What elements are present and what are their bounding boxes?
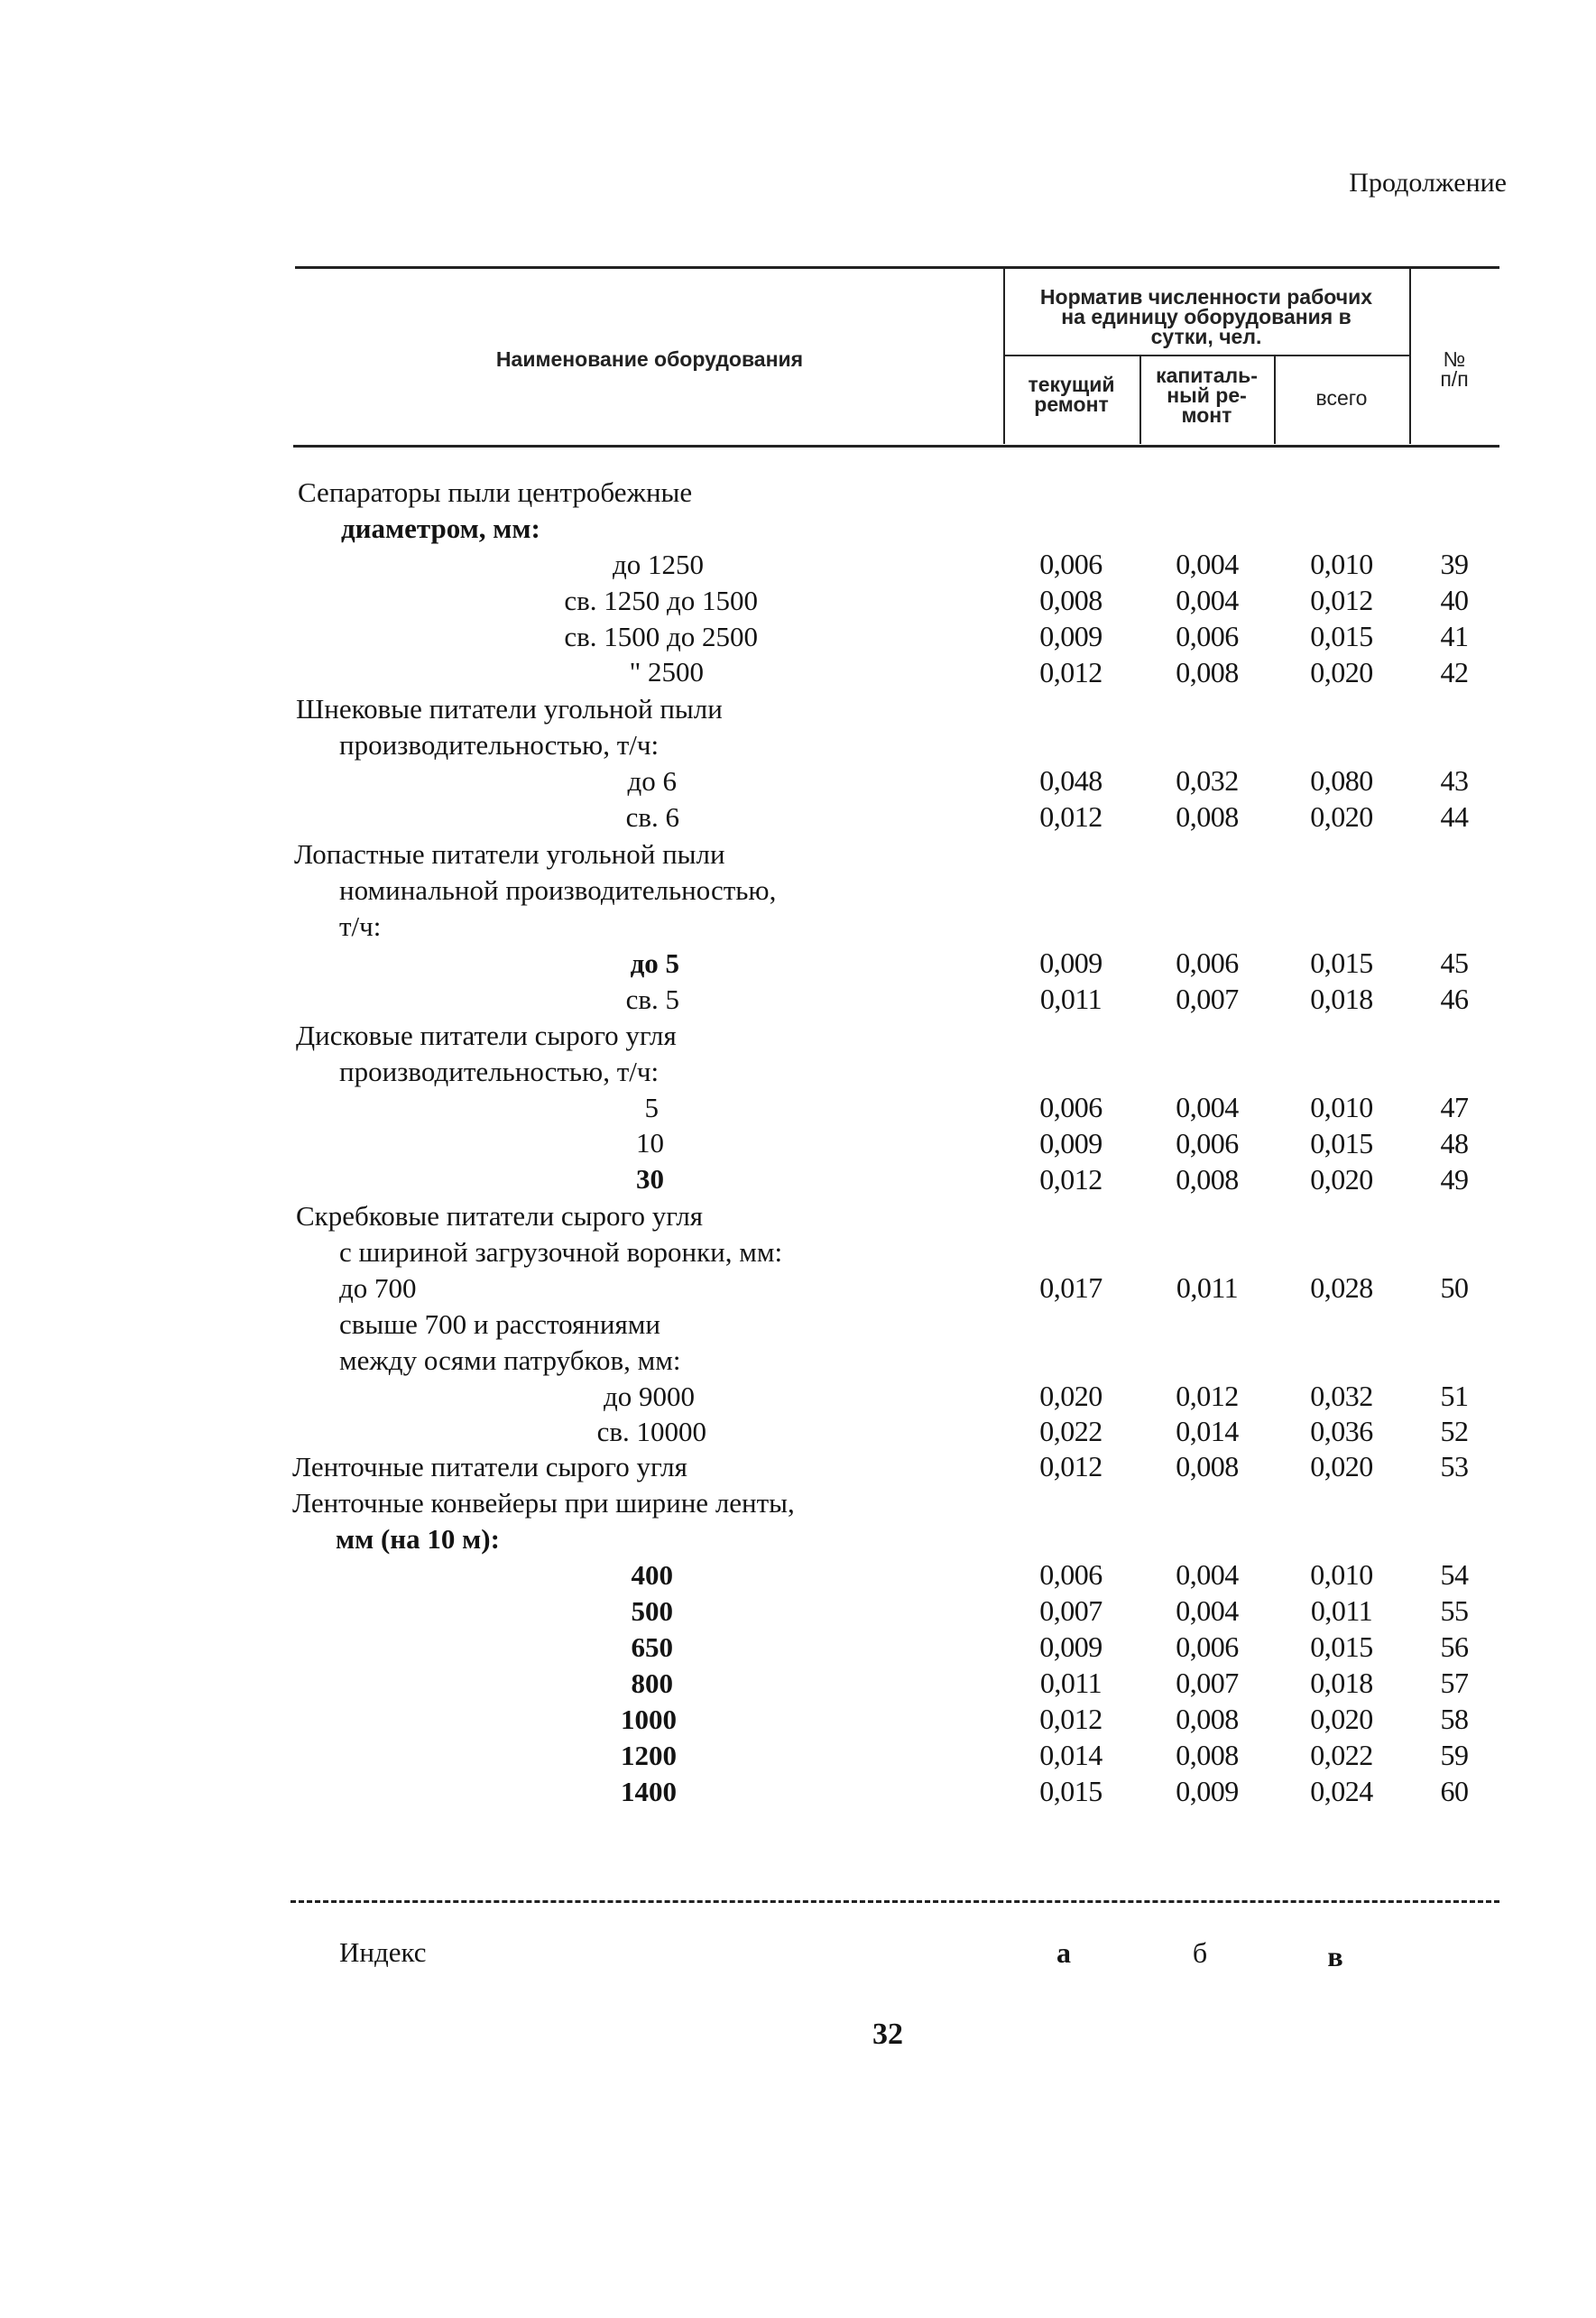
row-label: 5	[644, 1092, 659, 1123]
row-label: диаметром, мм:	[341, 513, 540, 544]
cell-current: 0,011	[1039, 983, 1102, 1015]
row-label: номинальной производительностью,	[339, 874, 777, 906]
cell-current: 0,017	[1039, 1271, 1102, 1304]
cell-total: 0,015	[1310, 947, 1373, 979]
row-label: Скребковые питатели сырого угля	[296, 1200, 704, 1232]
header-equipment-name: Наименование оборудования	[495, 347, 804, 371]
cell-current: 0,012	[1039, 1450, 1102, 1482]
cell-total: 0,020	[1310, 1703, 1373, 1735]
row-label: 400	[631, 1559, 673, 1591]
table-bottom-rule	[291, 1900, 1499, 1903]
cell-number: 43	[1440, 764, 1469, 797]
row-label: 10	[636, 1127, 664, 1159]
cell-number: 55	[1440, 1594, 1469, 1627]
cell-number: 59	[1440, 1739, 1469, 1771]
row-label: Дисковые питатели сырого угля	[296, 1020, 677, 1051]
cell-total: 0,015	[1310, 620, 1373, 652]
row-label: св. 6	[625, 801, 679, 833]
row-label: с шириной загрузочной воронки, мм:	[339, 1236, 783, 1268]
cell-current: 0,012	[1039, 1703, 1102, 1735]
cell-number: 45	[1440, 947, 1469, 979]
cell-total: 0,010	[1310, 1558, 1373, 1591]
row-label: производительностью, т/ч:	[339, 729, 660, 761]
cell-current: 0,007	[1039, 1594, 1102, 1627]
cell-total: 0,024	[1310, 1775, 1373, 1807]
cell-capital: 0,006	[1176, 1630, 1239, 1663]
cell-capital: 0,004	[1176, 584, 1239, 616]
row-label: св. 1500 до 2500	[564, 621, 758, 652]
cell-capital: 0,008	[1176, 1163, 1239, 1196]
page-number: 32	[872, 2018, 903, 2051]
row-label: св. 1250 до 1500	[564, 585, 758, 616]
cell-number: 48	[1440, 1127, 1469, 1159]
header-current-repair: текущий ремонт	[1028, 373, 1115, 416]
cell-capital: 0,007	[1176, 1667, 1239, 1699]
cell-current: 0,048	[1039, 764, 1102, 797]
cell-number: 41	[1440, 620, 1469, 652]
row-label: Ленточные конвейеры при ширине ленты,	[292, 1487, 795, 1519]
index-label: Индекс	[339, 1936, 427, 1968]
cell-current: 0,012	[1039, 656, 1102, 688]
cell-capital: 0,004	[1176, 1594, 1239, 1627]
row-label: до 1250	[612, 549, 704, 580]
row-label: Лопастные питатели угольной пыли	[294, 838, 725, 870]
cell-number: 53	[1440, 1450, 1469, 1482]
row-label: т/ч:	[339, 910, 382, 942]
cell-total: 0,015	[1310, 1127, 1373, 1159]
cell-current: 0,020	[1039, 1380, 1102, 1412]
row-label: между осями патрубков, мм:	[339, 1344, 681, 1376]
cell-current: 0,009	[1039, 620, 1102, 652]
row-label: 30	[636, 1163, 664, 1195]
header-row-number: № п/п	[1440, 347, 1469, 391]
cell-total: 0,010	[1310, 1091, 1373, 1123]
cell-current: 0,006	[1039, 1558, 1102, 1591]
cell-current: 0,012	[1039, 800, 1102, 833]
row-label: " 2500	[629, 656, 704, 688]
row-label: 650	[631, 1631, 673, 1663]
cell-number: 56	[1440, 1630, 1469, 1663]
cell-number: 40	[1440, 584, 1469, 616]
cell-number: 44	[1440, 800, 1469, 833]
cell-capital: 0,014	[1176, 1415, 1239, 1447]
cell-total: 0,020	[1310, 656, 1373, 688]
row-label: 1400	[621, 1776, 677, 1807]
cell-total: 0,018	[1310, 1667, 1373, 1699]
cell-number: 51	[1440, 1380, 1469, 1412]
cell-capital: 0,008	[1176, 1739, 1239, 1771]
cell-current: 0,022	[1039, 1415, 1102, 1447]
index-capital: б	[1192, 1936, 1208, 1969]
index-total: в	[1327, 1940, 1343, 1972]
row-label: св. 10000	[596, 1416, 706, 1447]
cell-total: 0,020	[1310, 1450, 1373, 1482]
cell-number: 42	[1440, 656, 1469, 688]
cell-capital: 0,009	[1176, 1775, 1239, 1807]
cell-number: 39	[1440, 548, 1469, 580]
cell-capital: 0,011	[1176, 1271, 1239, 1304]
row-label: мм (на 10 м):	[336, 1523, 500, 1555]
row-label: 800	[631, 1667, 673, 1699]
cell-number: 58	[1440, 1703, 1469, 1735]
cell-total: 0,011	[1310, 1594, 1373, 1627]
cell-total: 0,036	[1310, 1415, 1373, 1447]
cell-number: 60	[1440, 1775, 1469, 1807]
cell-capital: 0,004	[1176, 548, 1239, 580]
cell-total: 0,010	[1310, 548, 1373, 580]
cell-current: 0,014	[1039, 1739, 1102, 1771]
cell-total: 0,012	[1310, 584, 1373, 616]
row-label: до 5	[630, 947, 679, 979]
cell-current: 0,009	[1039, 1630, 1102, 1663]
row-label: Сепараторы пыли центробежные	[298, 476, 693, 508]
cell-capital: 0,006	[1176, 947, 1239, 979]
row-label: производительностью, т/ч:	[339, 1056, 660, 1087]
row-label: до 6	[627, 765, 677, 797]
cell-number: 57	[1440, 1667, 1469, 1699]
cell-total: 0,020	[1310, 800, 1373, 833]
cell-current: 0,009	[1039, 1127, 1102, 1159]
cell-capital: 0,004	[1176, 1091, 1239, 1123]
header-capital-repair: капиталь- ный ре- монт	[1156, 364, 1258, 427]
cell-total: 0,032	[1310, 1380, 1373, 1412]
page-header: Продолжение	[1349, 168, 1507, 198]
cell-current: 0,009	[1039, 947, 1102, 979]
row-label: 1200	[621, 1740, 677, 1771]
cell-number: 49	[1440, 1163, 1469, 1196]
cell-capital: 0,008	[1176, 1450, 1239, 1482]
cell-total: 0,028	[1310, 1271, 1373, 1304]
cell-current: 0,006	[1039, 548, 1102, 580]
cell-current: 0,011	[1039, 1667, 1102, 1699]
cell-capital: 0,006	[1176, 1127, 1239, 1159]
cell-capital: 0,008	[1176, 656, 1239, 688]
norm-group-underline	[1003, 355, 1409, 356]
row-label: свыше 700 и расстояниями	[339, 1308, 660, 1340]
header-norm-group: Норматив численности рабочих на единицу оборудования в сутки, чел.	[1039, 285, 1373, 348]
row-label: Шнековые питатели угольной пыли	[296, 693, 723, 725]
row-label: Ленточные питатели сырого угля	[292, 1451, 687, 1482]
cell-current: 0,015	[1039, 1775, 1102, 1807]
cell-capital: 0,007	[1176, 983, 1239, 1015]
row-label: 1000	[621, 1704, 677, 1735]
cell-total: 0,015	[1310, 1630, 1373, 1663]
cell-current: 0,008	[1039, 584, 1102, 616]
cell-number: 54	[1440, 1558, 1469, 1591]
cell-number: 50	[1440, 1271, 1469, 1304]
index-current: а	[1056, 1936, 1071, 1969]
cell-number: 46	[1440, 983, 1469, 1015]
cell-number: 52	[1440, 1415, 1469, 1447]
table-top-rule	[295, 266, 1499, 269]
cell-current: 0,006	[1039, 1091, 1102, 1123]
row-label: 500	[631, 1595, 673, 1627]
cell-total: 0,018	[1310, 983, 1373, 1015]
cell-capital: 0,006	[1176, 620, 1239, 652]
cell-total: 0,022	[1310, 1739, 1373, 1771]
cell-current: 0,012	[1039, 1163, 1102, 1196]
cell-capital: 0,032	[1176, 764, 1239, 797]
cell-capital: 0,004	[1176, 1558, 1239, 1591]
row-label: св. 5	[625, 984, 679, 1015]
cell-total: 0,080	[1310, 764, 1373, 797]
header-total: всего	[1315, 386, 1368, 410]
cell-total: 0,020	[1310, 1163, 1373, 1196]
row-label: до 9000	[603, 1381, 695, 1412]
cell-capital: 0,008	[1176, 800, 1239, 833]
cell-capital: 0,012	[1176, 1380, 1239, 1412]
cell-capital: 0,008	[1176, 1703, 1239, 1735]
cell-number: 47	[1440, 1091, 1469, 1123]
header-bottom-rule	[293, 445, 1499, 448]
row-label: до 700	[339, 1272, 417, 1304]
